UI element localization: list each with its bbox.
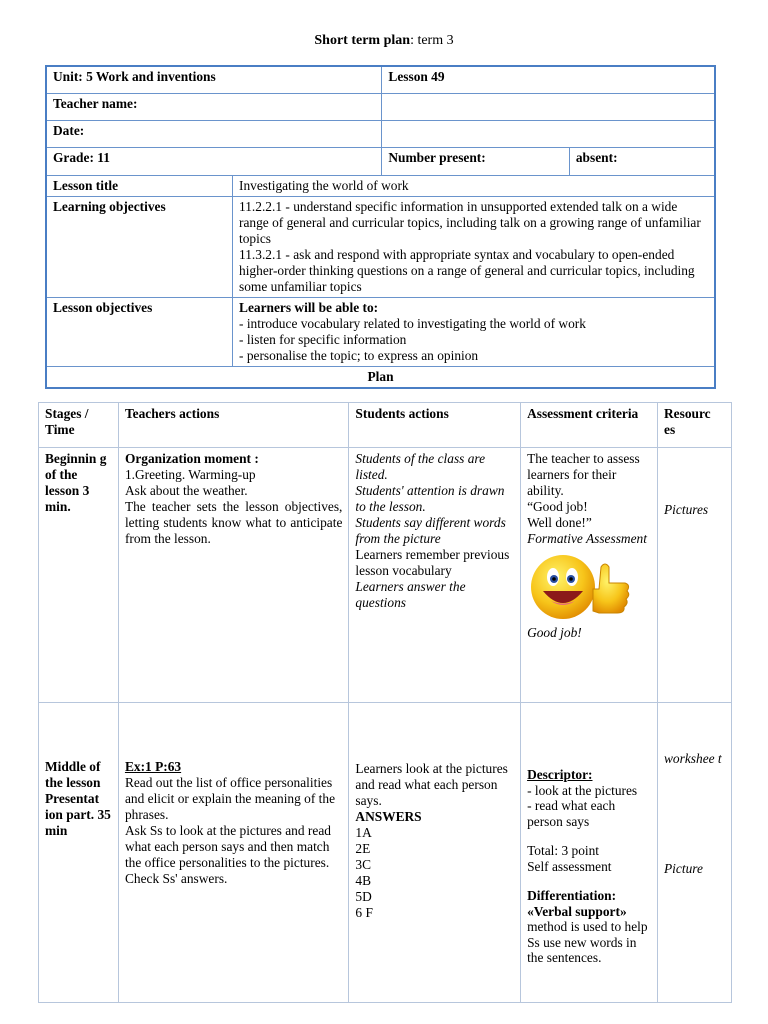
plan-row-beginning	[39, 448, 732, 703]
answer-3: 3C	[355, 857, 372, 872]
teacher-text-1: Read out the list of office personalities and elicit or explain the meaning of the phrases.	[124, 775, 336, 822]
assessment-formative: Formative Assessment	[527, 531, 647, 546]
resources-worksheet: workshee t	[664, 751, 722, 766]
unit-cell: Unit: 5 Work and inventions	[46, 66, 382, 93]
learning-objective-1: 11.2.2.1 - understand specific information in unsupported extended talk on a wide range of general and curricular topics, including talk on a growing range of unfamiliar topics	[239, 198, 701, 246]
answer-4: 4B	[355, 873, 372, 888]
students-plain: Learners remember previous lesson vocabulary	[355, 547, 510, 578]
descriptor-label: Descriptor:	[527, 767, 593, 782]
lesson-title-label: Lesson title	[46, 175, 233, 196]
students-italic-3: Students say different words from the picture	[355, 515, 506, 546]
lesson-objective-2: - listen for specific information	[239, 331, 407, 347]
title-rest: : term 3	[410, 33, 454, 48]
teacher-line-1: 1.Greeting. Warming-up	[124, 467, 256, 482]
date-label: Date:	[46, 120, 382, 147]
lesson-objectives-heading: Learners will be able to:	[239, 299, 379, 315]
resources-beginning: Pictures	[658, 448, 732, 703]
absent-label: absent:	[569, 147, 715, 175]
plan-label: Plan	[46, 366, 715, 388]
grade-cell: Grade: 11	[46, 147, 382, 175]
lesson-objectives-label: Lesson objectives	[46, 297, 233, 366]
lesson-title-value: Investigating the world of work	[233, 175, 715, 196]
learning-objective-2: 11.3.2.1 - ask and respond with appropriate syntax and vocabulary to open-ended higher-order thinking questions on a range of general and curricular topics, including some unfamiliar topics	[239, 246, 695, 294]
students-actions-beginning	[349, 448, 521, 703]
lesson-objective-3: - personalise the topic; to express an opinion	[239, 347, 479, 363]
differentiation-text: method is used to help Ss use new words in the sentences.	[527, 919, 648, 965]
date-value	[382, 120, 715, 147]
header-students: Students actions	[349, 403, 521, 448]
assessment-middle	[521, 703, 658, 1003]
answer-6: 6 F	[355, 905, 373, 920]
answer-2: 2E	[355, 841, 371, 856]
students-actions-middle	[349, 703, 521, 1003]
lesson-info-table	[45, 65, 716, 389]
exercise-heading: Ex:1 P:63	[124, 759, 182, 774]
assessment-quote-1: “Good job!	[527, 499, 588, 514]
plan-table	[38, 402, 732, 1003]
students-italic-4: Learners answer the questions	[355, 579, 466, 610]
teacher-name-label: Teacher name:	[46, 93, 382, 120]
lesson-objective-1: - introduce vocabulary related to investigating the world of work	[239, 315, 586, 331]
descriptor-1: - look at the pictures	[527, 782, 638, 798]
teacher-paragraph: The teacher sets the lesson objectives, letting students know what to anticipate from the lesson.	[124, 499, 343, 546]
self-assessment: Self assessment	[527, 858, 612, 874]
students-italic-2: Students' attention is drawn to the lesson.	[355, 483, 505, 514]
header-stages: Stages / Time	[39, 403, 119, 448]
plan-row-middle	[39, 703, 732, 1003]
org-moment-heading: Organization moment :	[124, 451, 259, 466]
resources-picture: Picture	[664, 861, 703, 876]
resources-middle	[658, 703, 732, 1003]
plan-header-row	[39, 403, 732, 448]
teacher-actions-beginning	[118, 448, 348, 703]
assessment-good-job: Good job!	[527, 625, 582, 640]
students-text-middle: Learners look at the pictures and read what each person says.	[355, 761, 508, 808]
learning-objectives-value	[233, 196, 715, 297]
answer-5: 5D	[355, 889, 372, 904]
total-points: Total: 3 point	[527, 843, 600, 858]
stage-beginning: Beginnin g of the lesson 3 min.	[39, 448, 119, 703]
differentiation-label: Differentiation:	[527, 888, 617, 903]
number-present-label: Number present:	[382, 147, 569, 175]
teacher-text-2: Ask Ss to look at the pictures and read what each person says and then match the office personalities to the pictures.	[124, 823, 331, 870]
stage-middle: Middle of the lesson Presentat ion part. 35 min	[39, 703, 119, 1003]
title-bold: Short term plan	[314, 33, 411, 48]
assessment-plain: The teacher to assess learners for their ability.	[527, 451, 640, 498]
header-assessment: Assessment criteria	[521, 403, 658, 448]
lesson-objectives-value	[233, 297, 715, 366]
descriptor-2: - read what each person says	[527, 798, 616, 829]
learning-objectives-label: Learning objectives	[46, 196, 233, 297]
teacher-actions-middle	[118, 703, 348, 1003]
answers-label: ANSWERS	[355, 809, 422, 824]
header-teachers: Teachers actions	[118, 403, 348, 448]
teacher-line-2: Ask about the weather.	[124, 483, 248, 498]
lesson-number-cell: Lesson 49	[382, 66, 715, 93]
teacher-text-3: Check Ss' answers.	[124, 871, 228, 886]
assessment-beginning	[521, 448, 658, 703]
teacher-name-value	[382, 93, 715, 120]
answer-1: 1A	[355, 825, 372, 840]
differentiation-method: «Verbal support»	[527, 903, 627, 919]
thumbs-up-smiley-icon	[527, 553, 637, 621]
header-resources: Resourc es	[658, 403, 732, 448]
page-title	[0, 33, 768, 49]
students-italic-1: Students of the class are listed.	[355, 451, 486, 482]
assessment-quote-2: Well done!”	[527, 515, 592, 530]
